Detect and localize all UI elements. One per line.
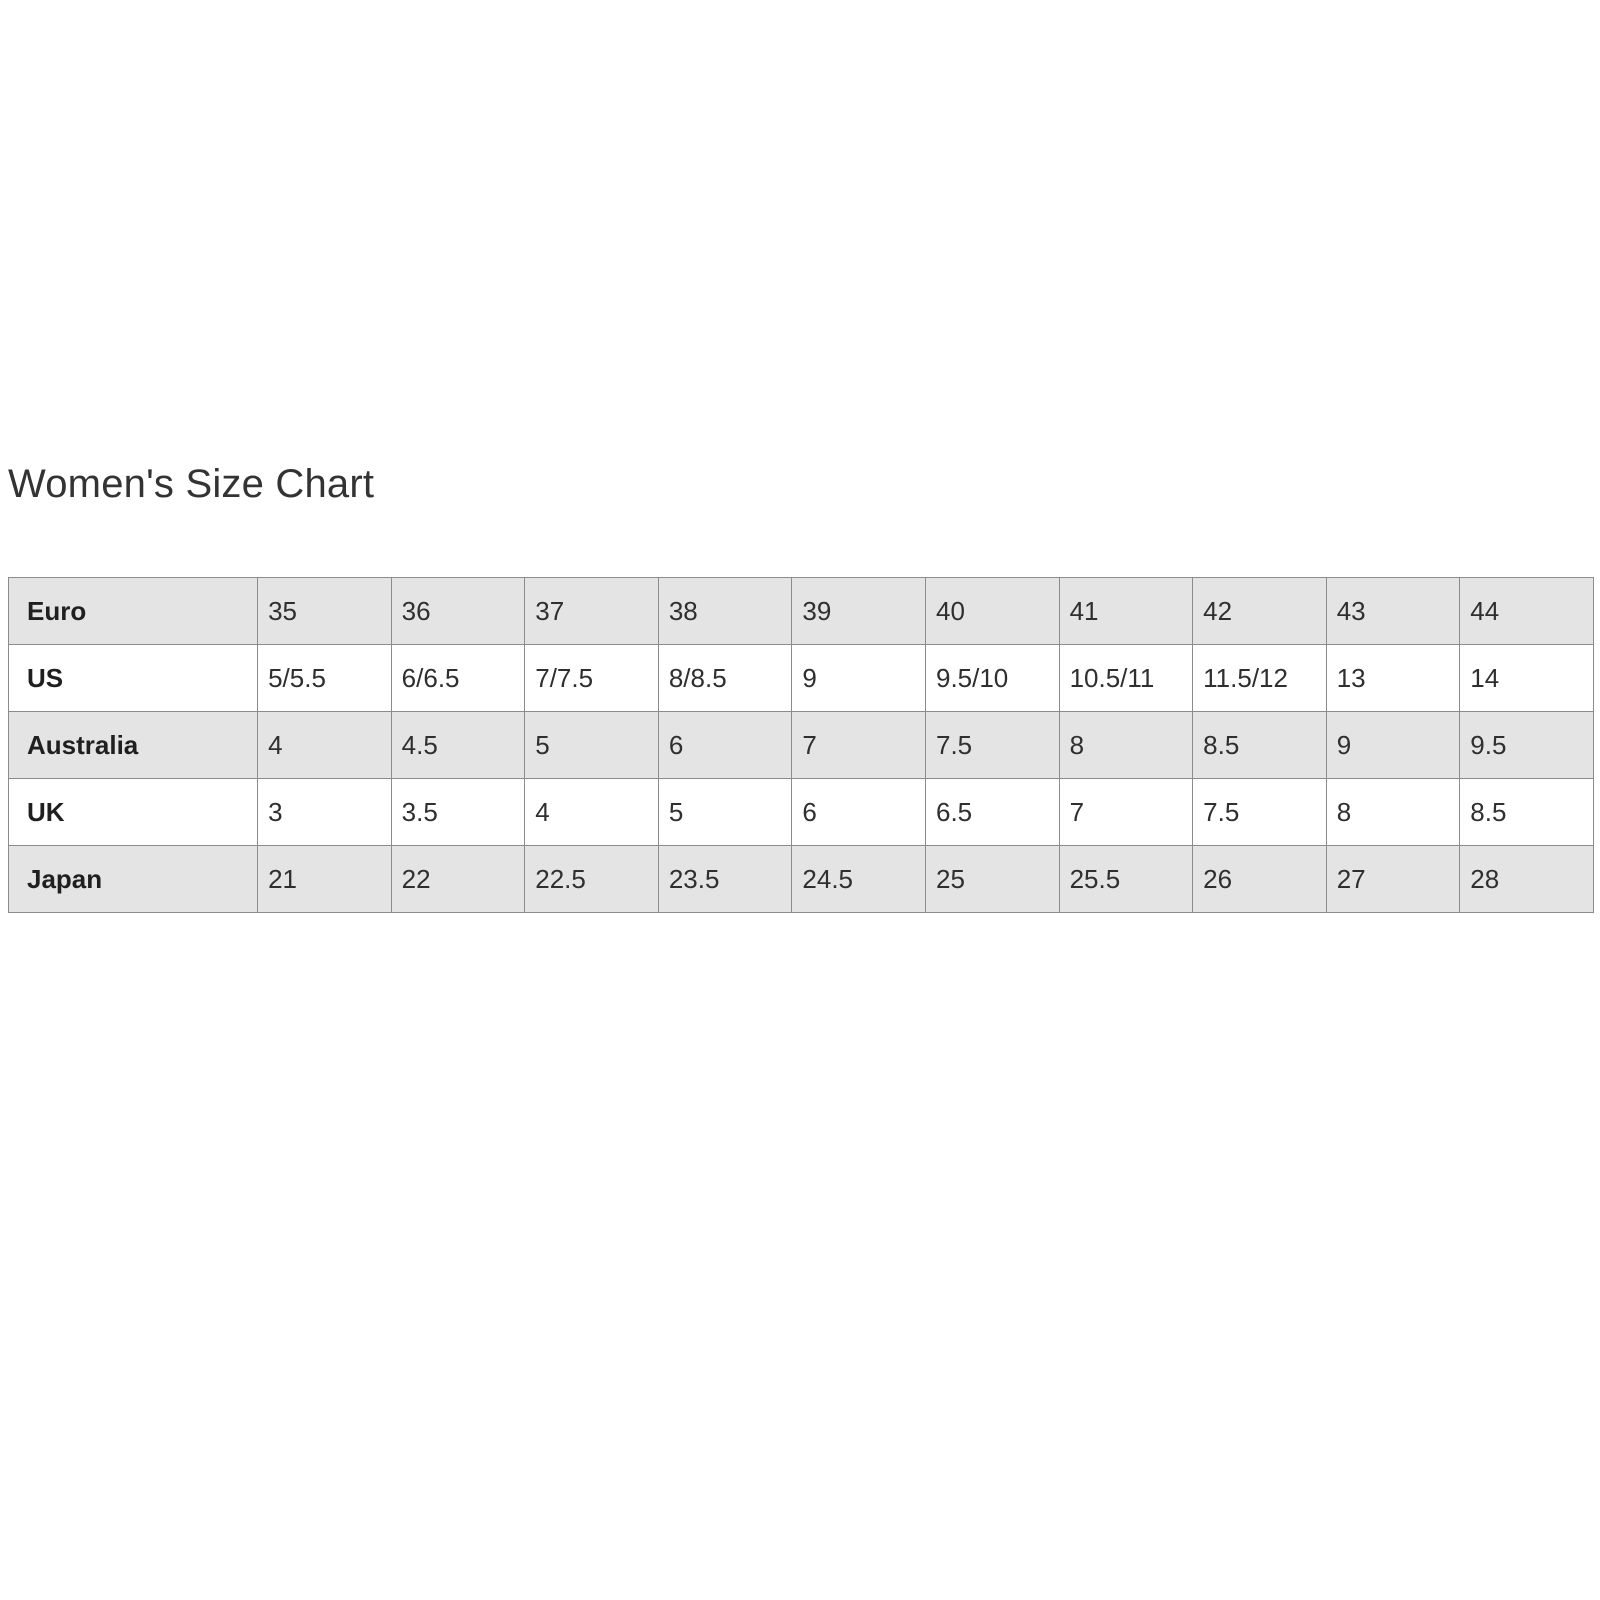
cell-us-1: 6/6.5 — [391, 645, 525, 712]
cell-australia-1: 4.5 — [391, 712, 525, 779]
cell-us-9: 14 — [1460, 645, 1594, 712]
cell-uk-4: 6 — [792, 779, 926, 846]
cell-euro-2: 37 — [525, 578, 659, 645]
cell-euro-5: 40 — [925, 578, 1059, 645]
cell-us-4: 9 — [792, 645, 926, 712]
cell-australia-3: 6 — [658, 712, 792, 779]
row-label-australia: Australia — [9, 712, 258, 779]
cell-us-5: 9.5/10 — [925, 645, 1059, 712]
cell-japan-7: 26 — [1193, 846, 1327, 913]
table-row — [9, 846, 1594, 913]
cell-australia-7: 8.5 — [1193, 712, 1327, 779]
cell-uk-0: 3 — [258, 779, 392, 846]
cell-australia-6: 8 — [1059, 712, 1193, 779]
cell-euro-3: 38 — [658, 578, 792, 645]
table-row — [9, 712, 1594, 779]
table-row — [9, 645, 1594, 712]
cell-us-2: 7/7.5 — [525, 645, 659, 712]
cell-japan-1: 22 — [391, 846, 525, 913]
cell-japan-8: 27 — [1326, 846, 1460, 913]
row-label-japan: Japan — [9, 846, 258, 913]
cell-japan-9: 28 — [1460, 846, 1594, 913]
cell-euro-4: 39 — [792, 578, 926, 645]
cell-uk-5: 6.5 — [925, 779, 1059, 846]
cell-euro-9: 44 — [1460, 578, 1594, 645]
cell-australia-0: 4 — [258, 712, 392, 779]
table-row — [9, 578, 1594, 645]
cell-uk-9: 8.5 — [1460, 779, 1594, 846]
cell-australia-4: 7 — [792, 712, 926, 779]
cell-australia-2: 5 — [525, 712, 659, 779]
cell-japan-3: 23.5 — [658, 846, 792, 913]
cell-japan-6: 25.5 — [1059, 846, 1193, 913]
cell-euro-6: 41 — [1059, 578, 1193, 645]
row-label-euro: Euro — [9, 578, 258, 645]
cell-euro-7: 42 — [1193, 578, 1327, 645]
cell-japan-4: 24.5 — [792, 846, 926, 913]
cell-euro-8: 43 — [1326, 578, 1460, 645]
cell-japan-2: 22.5 — [525, 846, 659, 913]
size-chart-table — [8, 577, 1594, 913]
cell-us-0: 5/5.5 — [258, 645, 392, 712]
cell-us-6: 10.5/11 — [1059, 645, 1193, 712]
cell-australia-5: 7.5 — [925, 712, 1059, 779]
table-row — [9, 779, 1594, 846]
cell-us-3: 8/8.5 — [658, 645, 792, 712]
cell-australia-9: 9.5 — [1460, 712, 1594, 779]
cell-uk-8: 8 — [1326, 779, 1460, 846]
cell-euro-1: 36 — [391, 578, 525, 645]
page-title: Women's Size Chart — [8, 462, 375, 506]
cell-japan-5: 25 — [925, 846, 1059, 913]
cell-us-7: 11.5/12 — [1193, 645, 1327, 712]
cell-uk-7: 7.5 — [1193, 779, 1327, 846]
cell-euro-0: 35 — [258, 578, 392, 645]
cell-uk-2: 4 — [525, 779, 659, 846]
cell-us-8: 13 — [1326, 645, 1460, 712]
cell-uk-3: 5 — [658, 779, 792, 846]
row-label-us: US — [9, 645, 258, 712]
cell-uk-6: 7 — [1059, 779, 1193, 846]
size-chart-container — [8, 577, 1594, 913]
cell-uk-1: 3.5 — [391, 779, 525, 846]
row-label-uk: UK — [9, 779, 258, 846]
cell-japan-0: 21 — [258, 846, 392, 913]
cell-australia-8: 9 — [1326, 712, 1460, 779]
